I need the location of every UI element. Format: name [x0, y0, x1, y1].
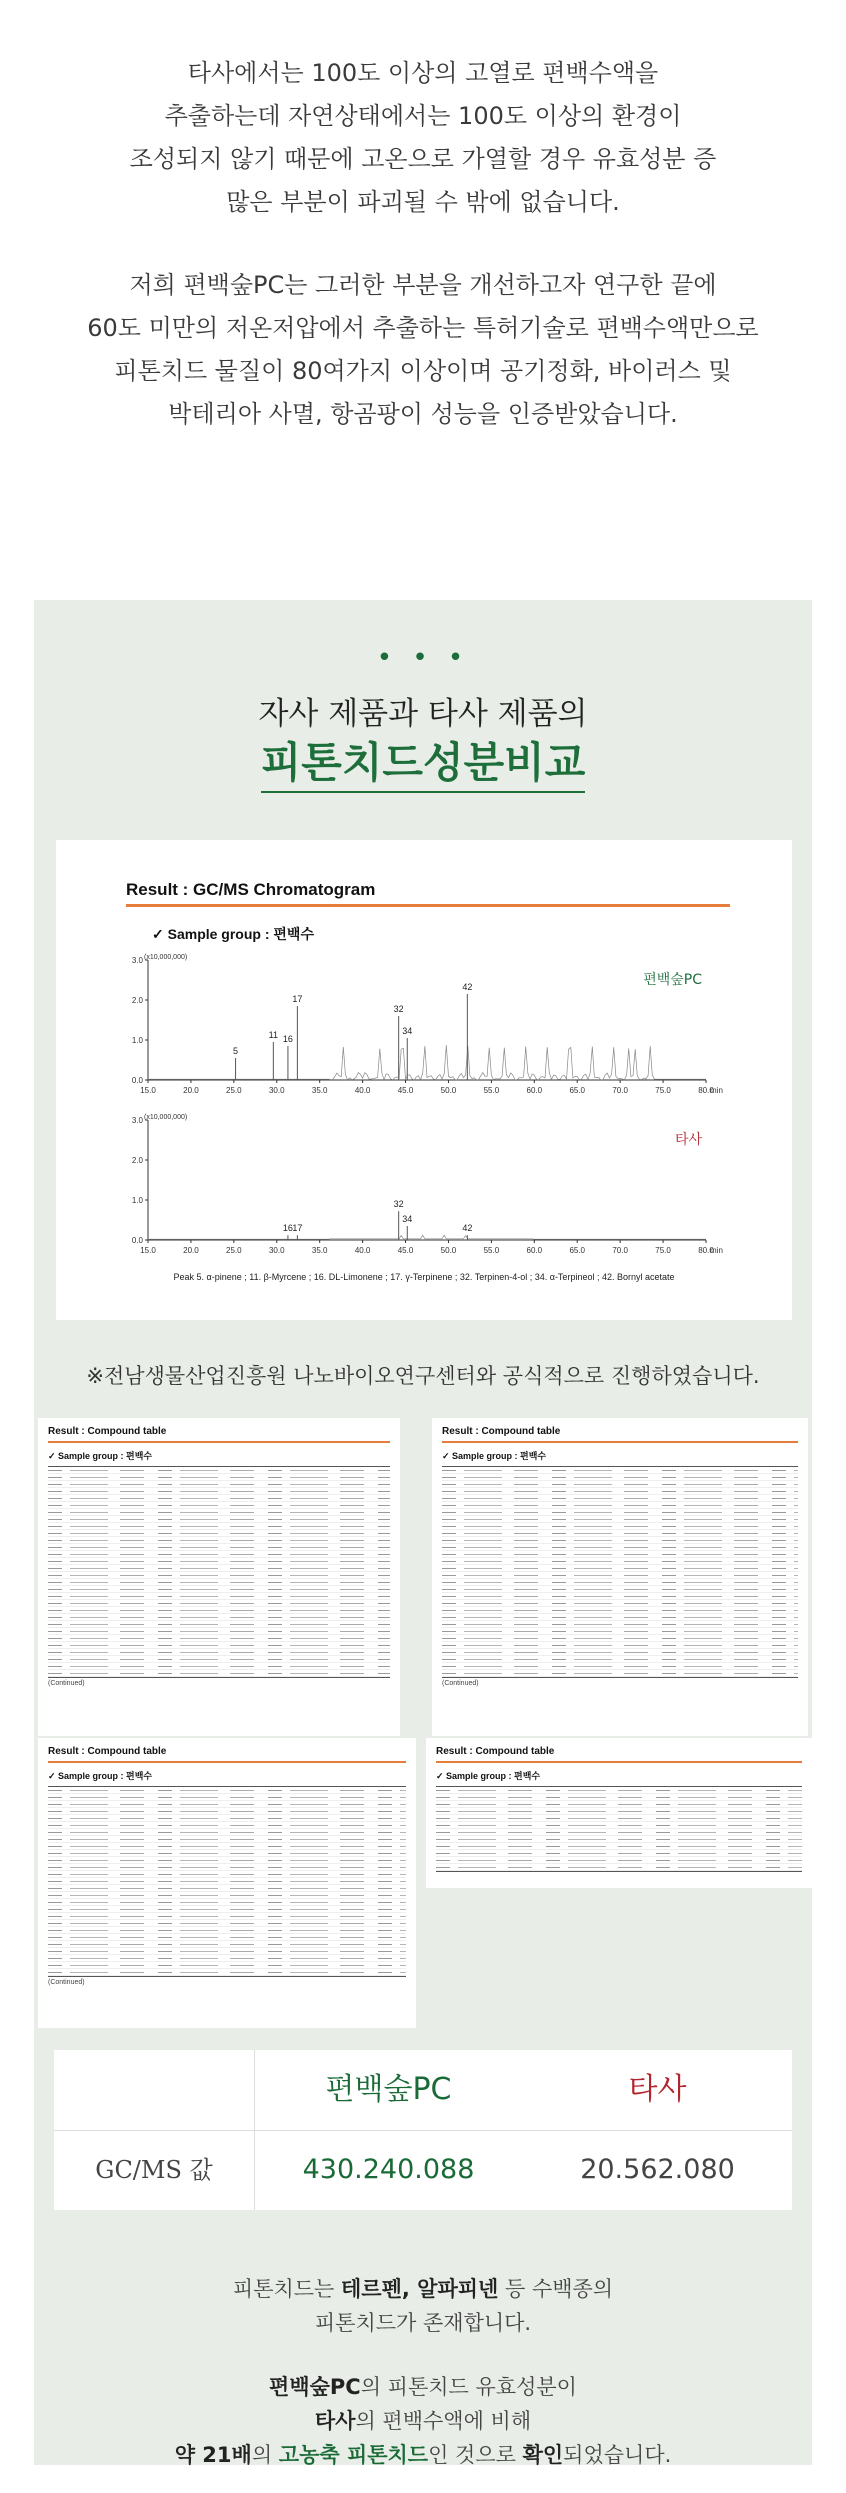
- table-row: [442, 1495, 798, 1502]
- ours-gcms-value: 430.240.088: [302, 2154, 475, 2185]
- x-tick-label: 15.0: [140, 1246, 156, 1255]
- compound-rows: [48, 1786, 406, 1977]
- x-tick-label: 65.0: [569, 1246, 586, 1255]
- table-row: [442, 1565, 798, 1572]
- table-row: [48, 1878, 406, 1885]
- table-row: [48, 1955, 406, 1962]
- table-row: [48, 1885, 406, 1892]
- table-row: [48, 1857, 406, 1864]
- table-row: [48, 1488, 390, 1495]
- table-row: [442, 1537, 798, 1544]
- table-row: [48, 1864, 406, 1871]
- table-row: [48, 1607, 390, 1614]
- sample-group-label: ✓ Sample group : 편백수: [48, 1451, 153, 1461]
- table-row: [48, 1794, 406, 1801]
- table-row: [48, 1927, 406, 1934]
- peak-label: 42: [462, 982, 473, 992]
- x-tick-label: 70.0: [612, 1086, 628, 1095]
- intro-line: 박테리아 사멸, 항곰팡이 성능을 인증받았습니다.: [168, 400, 678, 428]
- table-row: [442, 1670, 798, 1677]
- table-row: [48, 1593, 390, 1600]
- intro-line: 추출하는데 자연상태에서는 100도 이상의 환경이: [164, 102, 682, 130]
- x-tick-label: 80.0: [698, 1246, 714, 1255]
- sample-group-label: ✓ Sample group : 편백수: [442, 1451, 547, 1461]
- x-tick-label: 70.0: [612, 1246, 628, 1255]
- table-row: [442, 1656, 798, 1663]
- x-axis-label: min: [710, 1246, 723, 1255]
- sample-group-label: ✓ Sample group : 편백수: [152, 926, 314, 942]
- summary-green: 고농축 피톤치드: [278, 2443, 429, 2467]
- table-row: [442, 1635, 798, 1642]
- x-tick-label: 75.0: [655, 1246, 671, 1255]
- table-row: [48, 1969, 406, 1976]
- table-row: [436, 1850, 802, 1857]
- x-tick-label: 50.0: [440, 1246, 457, 1255]
- table-row: [442, 1488, 798, 1495]
- table-row: [48, 1635, 390, 1642]
- x-tick-label: 50.0: [440, 1086, 457, 1095]
- table-row: [48, 1558, 390, 1565]
- peak-label: 5: [233, 1046, 239, 1056]
- table-row: [442, 1586, 798, 1593]
- summary-text: 피톤치드는: [232, 2277, 342, 2301]
- table-row: [436, 1836, 802, 1843]
- table-row: [442, 1502, 798, 1509]
- table-row: [48, 1663, 390, 1670]
- y-multiplier-label: (x10,000,000): [144, 954, 188, 961]
- table-row: [436, 1808, 802, 1815]
- compound-table-title: Result : Compound table: [48, 1426, 167, 1437]
- compound-table: [38, 1738, 416, 2028]
- table-row: [48, 1551, 390, 1558]
- table-row: [48, 1495, 390, 1502]
- table-row: [442, 1663, 798, 1670]
- continued-label: (Continued): [48, 1979, 85, 1986]
- x-tick-label: 80.0: [698, 1086, 714, 1095]
- x-tick-label: 25.0: [226, 1086, 242, 1095]
- summary-bold: 확인: [522, 2443, 564, 2467]
- decorative-dots: • • •: [376, 643, 470, 673]
- table-row: [48, 1892, 406, 1899]
- y-tick-label: 0.0: [131, 1076, 143, 1085]
- table-row: [436, 1822, 802, 1829]
- summary-line-5: [34, 2438, 812, 2472]
- intro-line: 타사에서는 100도 이상의 고열로 편백수액을: [187, 59, 659, 87]
- compound-table-title: Result : Compound table: [442, 1426, 561, 1437]
- table-row: [48, 1565, 390, 1572]
- table-row: [48, 1516, 390, 1523]
- x-tick-label: 30.0: [268, 1086, 285, 1095]
- table-row: [48, 1649, 390, 1656]
- table-row: [442, 1614, 798, 1621]
- table-row: [442, 1474, 798, 1481]
- table-row: [442, 1572, 798, 1579]
- series-title: 편백숲PC: [643, 972, 702, 988]
- peak-label: 34: [402, 1214, 413, 1224]
- peak-label: 17: [292, 1223, 303, 1234]
- x-tick-label: 60.0: [526, 1246, 543, 1255]
- table-row: [48, 1808, 406, 1815]
- intro-line: 많은 부분이 파괴될 수 밖에 없습니다.: [226, 188, 620, 216]
- chromatogram-trace: [148, 1045, 706, 1080]
- orange-rule: [442, 1441, 798, 1443]
- table-row: [48, 1600, 390, 1607]
- peak-legend: Peak 5. α-pinene ; 11. β-Myrcene ; 16. DL-Limonene ; 17. γ-Terpinene ; 32. Terpinen-4-ol ; 34. α-Terpineol ; 42. Bornyl acetate: [173, 1272, 675, 1282]
- orange-rule: [48, 1761, 406, 1763]
- intro-paragraph-2: [40, 264, 806, 436]
- compound-table: [426, 1738, 812, 1888]
- table-row: [48, 1670, 390, 1677]
- x-tick-label: 20.0: [183, 1086, 199, 1095]
- summary-line-4: [34, 2404, 812, 2438]
- summary-text: 되었습니다.: [563, 2443, 672, 2467]
- section-subtitle: 자사 제품과 타사 제품의: [258, 696, 588, 732]
- compound-table-title: Result : Compound table: [48, 1746, 167, 1757]
- x-tick-label: 55.0: [483, 1246, 500, 1255]
- table-row: [48, 1537, 390, 1544]
- y-tick-label: 1.0: [131, 1036, 143, 1045]
- table-row: [48, 1815, 406, 1822]
- y-tick-label: 3.0: [131, 1116, 143, 1125]
- table-row: [442, 1530, 798, 1537]
- summary-bold: 타사: [314, 2409, 356, 2433]
- table-row: [48, 1621, 390, 1628]
- compound-table: [38, 1418, 400, 1736]
- x-tick-label: 55.0: [483, 1086, 500, 1095]
- y-tick-label: 3.0: [131, 956, 143, 965]
- table-row: [442, 1558, 798, 1565]
- table-row: [436, 1794, 802, 1801]
- summary-bold: 약 21배: [174, 2443, 252, 2467]
- orange-rule: [48, 1441, 390, 1443]
- ours-header: 편백숲PC: [325, 2072, 452, 2107]
- peak-label: 16: [282, 1034, 293, 1044]
- y-multiplier-label: (x10,000,000): [144, 1114, 188, 1121]
- compound-table-title: Result : Compound table: [436, 1746, 555, 1757]
- table-row: [436, 1787, 802, 1794]
- table-row: [48, 1801, 406, 1808]
- certification-note: ※전남생물산업진흥원 나노바이오연구센터와 공식적으로 진행하였습니다.: [86, 1364, 760, 1388]
- table-row: [48, 1836, 406, 1843]
- table-row: [442, 1551, 798, 1558]
- table-row: [48, 1530, 390, 1537]
- continued-label: (Continued): [442, 1680, 479, 1687]
- compound-rows: [48, 1466, 390, 1678]
- chromatogram-chart: [116, 950, 736, 1270]
- summary-text: 등 수백종의: [498, 2277, 614, 2301]
- table-row: [48, 1871, 406, 1878]
- table-row: [48, 1642, 390, 1649]
- peak-label: 11: [268, 1030, 279, 1040]
- table-row: [48, 1934, 406, 1941]
- table-row: [442, 1481, 798, 1488]
- summary-text: 의: [251, 2443, 279, 2467]
- table-row: [442, 1649, 798, 1656]
- orange-rule: [126, 904, 730, 907]
- table-row: [442, 1516, 798, 1523]
- table-row: [442, 1544, 798, 1551]
- table-row: [48, 1850, 406, 1857]
- table-row: [48, 1467, 390, 1474]
- x-axis-label: min: [710, 1086, 723, 1095]
- x-tick-label: 25.0: [226, 1246, 242, 1255]
- table-row: [442, 1600, 798, 1607]
- peak-label: 42: [462, 1223, 473, 1234]
- section-title-text: 피톤치드성분비교: [261, 738, 586, 793]
- table-row: [48, 1474, 390, 1481]
- table-row: [48, 1941, 406, 1948]
- theirs-header: 타사: [628, 2072, 687, 2107]
- table-row: [436, 1815, 802, 1822]
- intro-line: 피톤치드 물질이 80여가지 이상이며 공기정화, 바이러스 및: [114, 357, 732, 385]
- x-tick-label: 75.0: [655, 1086, 671, 1095]
- table-row: [48, 1899, 406, 1906]
- table-row: [48, 1906, 406, 1913]
- table-row: [436, 1857, 802, 1864]
- table-row: [442, 1621, 798, 1628]
- table-row: [48, 1544, 390, 1551]
- intro-line: 60도 미만의 저온저압에서 추출하는 특허기술로 편백수액만으로: [87, 314, 759, 342]
- table-row: [436, 1829, 802, 1836]
- table-row: [442, 1579, 798, 1586]
- summary-text: 의 편백수액에 비해: [355, 2409, 532, 2433]
- table-row: [48, 1502, 390, 1509]
- compound-table: [432, 1418, 808, 1736]
- compound-rows: [436, 1786, 802, 1872]
- table-row: [48, 1509, 390, 1516]
- series-title: 타사: [674, 1132, 702, 1148]
- x-tick-label: 45.0: [397, 1246, 414, 1255]
- x-tick-label: 60.0: [526, 1086, 543, 1095]
- table-row: [48, 1579, 390, 1586]
- x-tick-label: 35.0: [311, 1086, 328, 1095]
- table-row: [436, 1843, 802, 1850]
- comparison-panel: [34, 600, 812, 2465]
- table-row: [48, 1586, 390, 1593]
- table-row: [442, 1607, 798, 1614]
- comparison-table: [54, 2050, 792, 2210]
- x-tick-label: 35.0: [311, 1246, 328, 1255]
- table-row: [48, 1822, 406, 1829]
- y-tick-label: 0.0: [131, 1236, 143, 1245]
- x-tick-label: 45.0: [397, 1086, 414, 1095]
- table-row: [48, 1843, 406, 1850]
- chromatogram-trace: [148, 1235, 706, 1239]
- table-row: [436, 1801, 802, 1808]
- intro-line: 저희 편백숲PC는 그러한 부분을 개선하고자 연구한 끝에: [129, 271, 717, 299]
- chromatogram-card: [56, 840, 792, 1320]
- summary-line-2: [34, 2306, 812, 2340]
- gcms-row-label: GC/MS 값: [95, 2156, 213, 2184]
- table-row: [442, 1523, 798, 1530]
- table-row: [48, 1523, 390, 1530]
- intro-line: 조성되지 않기 때문에 고온으로 가열할 경우 유효성분 증: [129, 145, 717, 173]
- table-row: [48, 1920, 406, 1927]
- peak-label: 34: [402, 1026, 413, 1036]
- peak-label: 16: [282, 1223, 293, 1234]
- summary-line-1: [34, 2272, 812, 2306]
- summary-bold: 편백숲PC: [269, 2375, 361, 2399]
- x-tick-label: 15.0: [140, 1086, 156, 1095]
- table-row: [48, 1614, 390, 1621]
- table-row: [442, 1509, 798, 1516]
- table-row: [48, 1948, 406, 1955]
- sample-group-label: ✓ Sample group : 편백수: [48, 1771, 153, 1781]
- table-row: [48, 1787, 406, 1794]
- table-row: [442, 1642, 798, 1649]
- x-tick-label: 65.0: [569, 1086, 586, 1095]
- summary-line-3: [34, 2370, 812, 2404]
- summary-text: 피톤치드가 존재합니다.: [314, 2311, 532, 2335]
- x-tick-label: 20.0: [183, 1246, 199, 1255]
- y-tick-label: 2.0: [131, 996, 143, 1005]
- x-tick-label: 40.0: [354, 1246, 371, 1255]
- summary-text: 의 피톤치드 유효성분이: [360, 2375, 577, 2399]
- y-tick-label: 2.0: [131, 1156, 143, 1165]
- table-row: [48, 1628, 390, 1635]
- table-row: [48, 1656, 390, 1663]
- peak-label: 32: [393, 1004, 404, 1014]
- intro-text: [0, 0, 846, 436]
- x-tick-label: 30.0: [268, 1246, 285, 1255]
- summary-text: 인 것으로: [428, 2443, 523, 2467]
- table-row: [48, 1962, 406, 1969]
- theirs-gcms-value: 20.562.080: [580, 2154, 735, 2185]
- y-tick-label: 1.0: [131, 1196, 143, 1205]
- table-row: [48, 1829, 406, 1836]
- summary-bold: 테르펜, 알파피넨: [341, 2277, 499, 2301]
- table-row: [436, 1864, 802, 1871]
- table-row: [442, 1467, 798, 1474]
- peak-label: 17: [292, 994, 303, 1004]
- sample-group-label: ✓ Sample group : 편백수: [436, 1771, 541, 1781]
- continued-label: (Continued): [48, 1680, 85, 1687]
- x-tick-label: 40.0: [354, 1086, 371, 1095]
- peak-label: 32: [393, 1199, 404, 1210]
- table-row: [48, 1572, 390, 1579]
- table-row: [48, 1481, 390, 1488]
- table-row: [48, 1913, 406, 1920]
- section-title: [34, 730, 812, 790]
- table-row: [442, 1593, 798, 1600]
- intro-paragraph-1: [40, 52, 806, 224]
- orange-rule: [436, 1761, 802, 1763]
- chromatogram-result-title: Result : GC/MS Chromatogram: [126, 880, 376, 899]
- compound-rows: [442, 1466, 798, 1678]
- table-row: [442, 1628, 798, 1635]
